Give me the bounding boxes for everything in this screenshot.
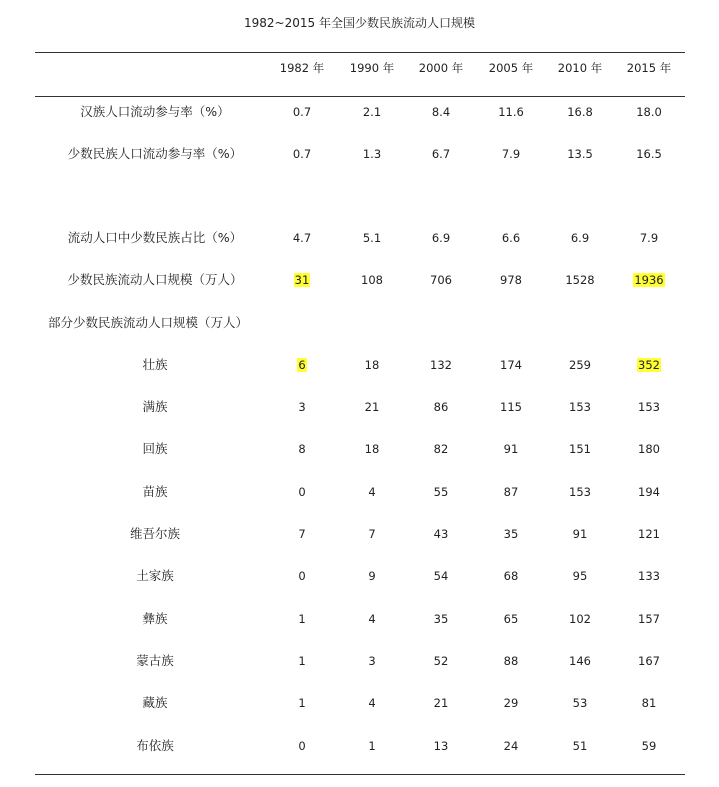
cell-value: 24 — [503, 739, 519, 753]
cell-value: 153 — [569, 400, 591, 414]
table-cell — [545, 566, 615, 586]
cell-value: 54 — [433, 569, 449, 583]
header-row — [0, 58, 719, 78]
cell-value: 16.8 — [567, 105, 593, 119]
table-cell — [476, 609, 546, 629]
table-cell — [406, 144, 476, 164]
cell-value: 153 — [638, 400, 660, 414]
table-cell — [337, 651, 407, 671]
cell-value: 91 — [572, 527, 588, 541]
table-cell — [406, 102, 476, 122]
table-row — [0, 482, 719, 502]
cell-value: 95 — [572, 569, 588, 583]
table-cell — [406, 270, 476, 290]
table-cell — [337, 439, 407, 459]
cell-value: 706 — [430, 273, 452, 287]
row-label: 壮族 — [142, 357, 168, 372]
table-cell — [545, 609, 615, 629]
cell-value: 29 — [503, 696, 519, 710]
cell-value: 1 — [298, 696, 306, 710]
cell-value: 6.9 — [431, 231, 451, 245]
table-cell — [614, 397, 684, 417]
cell-value: 68 — [503, 569, 519, 583]
table-cell — [545, 439, 615, 459]
table-cell — [476, 355, 546, 375]
cell-value: 4 — [368, 485, 376, 499]
cell-value: 167 — [638, 654, 660, 668]
table-cell — [267, 693, 337, 713]
row-label: 苗族 — [142, 484, 168, 499]
bottom-rule — [35, 774, 685, 775]
cell-value: 18 — [364, 358, 380, 372]
table-cell — [267, 651, 337, 671]
table-cell — [406, 355, 476, 375]
table-cell — [545, 693, 615, 713]
cell-value: 8 — [298, 442, 306, 456]
table-cell — [545, 651, 615, 671]
cell-value: 1 — [368, 739, 376, 753]
table-cell — [545, 102, 615, 122]
cell-value: 43 — [433, 527, 449, 541]
row-label: 维吾尔族 — [129, 526, 180, 541]
cell-value: 7.9 — [501, 147, 521, 161]
table-row — [0, 144, 719, 164]
table-cell — [614, 228, 684, 248]
table-row — [0, 397, 719, 417]
cell-value: 108 — [361, 273, 383, 287]
cell-value: 0.7 — [292, 147, 312, 161]
cell-value: 11.6 — [498, 105, 524, 119]
cell-value: 1 — [298, 612, 306, 626]
row-label: 藏族 — [142, 695, 168, 710]
table-cell — [267, 355, 337, 375]
cell-value: 6.9 — [570, 231, 590, 245]
table-cell — [476, 228, 546, 248]
table-cell — [614, 651, 684, 671]
table-cell — [406, 524, 476, 544]
table-cell — [614, 736, 684, 756]
table-cell — [476, 566, 546, 586]
cell-value: 87 — [503, 485, 519, 499]
cell-value: 174 — [500, 358, 522, 372]
cell-value: 13.5 — [567, 147, 593, 161]
table-row — [0, 355, 719, 375]
header-rule — [35, 96, 685, 97]
cell-value: 2.1 — [362, 105, 382, 119]
table-cell — [406, 566, 476, 586]
cell-value: 157 — [638, 612, 660, 626]
table-row — [0, 102, 719, 122]
table-cell — [267, 270, 337, 290]
cell-value: 86 — [433, 400, 449, 414]
table-cell — [614, 693, 684, 713]
cell-value: 21 — [364, 400, 380, 414]
table-cell — [476, 270, 546, 290]
cell-value: 115 — [500, 400, 522, 414]
table-cell — [476, 524, 546, 544]
cell-value: 7.9 — [639, 231, 659, 245]
table-cell — [476, 144, 546, 164]
table-cell — [337, 228, 407, 248]
cell-value: 7 — [298, 527, 306, 541]
cell-value: 133 — [638, 569, 660, 583]
table-cell — [337, 693, 407, 713]
cell-value: 7 — [368, 527, 376, 541]
table-cell — [337, 736, 407, 756]
table-row — [0, 736, 719, 756]
section-header-row — [0, 313, 719, 333]
cell-value: 59 — [641, 739, 657, 753]
table-cell — [476, 397, 546, 417]
cell-value: 194 — [638, 485, 660, 499]
table-cell — [545, 397, 615, 417]
table-cell — [406, 651, 476, 671]
row-label: 彝族 — [142, 611, 168, 626]
table-cell — [337, 524, 407, 544]
cell-value: 978 — [500, 273, 522, 287]
table-cell — [406, 736, 476, 756]
cell-value: 102 — [569, 612, 591, 626]
row-label: 蒙古族 — [136, 653, 174, 668]
cell-value: 5.1 — [362, 231, 382, 245]
cell-value: 3 — [368, 654, 376, 668]
top-rule — [35, 52, 685, 53]
cell-value: 3 — [298, 400, 306, 414]
cell-value: 13 — [433, 739, 449, 753]
table-cell — [614, 102, 684, 122]
table-cell — [267, 102, 337, 122]
table-cell — [614, 482, 684, 502]
row-label: 流动人口中少数民族占比（%） — [67, 230, 243, 245]
cell-value: 6.6 — [501, 231, 521, 245]
cell-value: 1.3 — [362, 147, 382, 161]
cell-value: 16.5 — [636, 147, 662, 161]
cell-value: 121 — [638, 527, 660, 541]
table-cell — [614, 566, 684, 586]
year-header: 1990 年 — [349, 61, 395, 75]
table-cell — [614, 144, 684, 164]
table-cell — [406, 397, 476, 417]
table-row — [0, 524, 719, 544]
section-label: 部分少数民族流动人口规模（万人） — [48, 315, 249, 330]
year-header: 2000 年 — [418, 61, 464, 75]
cell-value: 21 — [433, 696, 449, 710]
table-cell — [337, 482, 407, 502]
table-cell — [614, 609, 684, 629]
cell-value: 91 — [503, 442, 519, 456]
highlighted-value: 352 — [638, 358, 660, 372]
cell-value: 0 — [298, 569, 306, 583]
table-row — [0, 439, 719, 459]
table-cell — [267, 736, 337, 756]
cell-value: 153 — [569, 485, 591, 499]
table-cell — [614, 355, 684, 375]
highlighted-value: 6 — [298, 358, 306, 372]
table-cell — [406, 609, 476, 629]
table-row — [0, 651, 719, 671]
table-cell — [406, 693, 476, 713]
cell-value: 82 — [433, 442, 449, 456]
table-cell — [267, 439, 337, 459]
cell-value: 1 — [298, 654, 306, 668]
row-label: 回族 — [142, 441, 168, 456]
table-row — [0, 270, 719, 290]
table-cell — [337, 355, 407, 375]
highlighted-value: 1936 — [634, 273, 664, 287]
cell-value: 8.4 — [431, 105, 451, 119]
table-row — [0, 693, 719, 713]
year-header: 2005 年 — [488, 61, 534, 75]
table-cell — [476, 693, 546, 713]
table-cell — [406, 482, 476, 502]
cell-value: 35 — [503, 527, 519, 541]
cell-value: 151 — [569, 442, 591, 456]
cell-value: 53 — [572, 696, 588, 710]
table-title: 1982~2015 年全国少数民族流动人口规模 — [244, 16, 475, 30]
highlighted-value: 31 — [294, 273, 310, 287]
table-row — [0, 566, 719, 586]
table-cell — [267, 524, 337, 544]
row-label: 布依族 — [136, 738, 174, 753]
cell-value: 18.0 — [636, 105, 662, 119]
cell-value: 0 — [298, 739, 306, 753]
cell-value: 35 — [433, 612, 449, 626]
table-cell — [337, 144, 407, 164]
year-header: 2015 年 — [626, 61, 672, 75]
cell-value: 52 — [433, 654, 449, 668]
table-cell — [545, 482, 615, 502]
table-cell — [476, 736, 546, 756]
table-cell — [545, 228, 615, 248]
cell-value: 55 — [433, 485, 449, 499]
row-label: 少数民族人口流动参与率（%） — [67, 146, 243, 161]
cell-value: 4.7 — [292, 231, 312, 245]
table-cell — [545, 355, 615, 375]
table-cell — [267, 482, 337, 502]
year-header: 2010 年 — [557, 61, 603, 75]
cell-value: 180 — [638, 442, 660, 456]
cell-value: 51 — [572, 739, 588, 753]
table-cell — [614, 524, 684, 544]
table-cell — [476, 439, 546, 459]
table-cell — [337, 102, 407, 122]
table-cell — [267, 397, 337, 417]
cell-value: 259 — [569, 358, 591, 372]
cell-value: 0 — [298, 485, 306, 499]
cell-value: 0.7 — [292, 105, 312, 119]
row-label: 少数民族流动人口规模（万人） — [67, 272, 243, 287]
table-cell — [545, 524, 615, 544]
cell-value: 4 — [368, 696, 376, 710]
row-label: 汉族人口流动参与率（%） — [80, 104, 230, 119]
table-row — [0, 609, 719, 629]
table-cell — [545, 144, 615, 164]
table-cell — [614, 439, 684, 459]
table-cell — [545, 270, 615, 290]
table-cell — [337, 566, 407, 586]
table-cell — [267, 228, 337, 248]
cell-value: 4 — [368, 612, 376, 626]
table-cell — [337, 609, 407, 629]
cell-value: 146 — [569, 654, 591, 668]
cell-value: 1528 — [565, 273, 595, 287]
table-cell — [476, 102, 546, 122]
cell-value: 81 — [641, 696, 657, 710]
cell-value: 6.7 — [431, 147, 451, 161]
cell-value: 88 — [503, 654, 519, 668]
cell-value: 65 — [503, 612, 519, 626]
table-cell — [267, 566, 337, 586]
table-cell — [476, 482, 546, 502]
year-header: 1982 年 — [279, 61, 325, 75]
table-cell — [337, 397, 407, 417]
cell-value: 132 — [430, 358, 452, 372]
table-cell — [267, 609, 337, 629]
table-cell — [476, 651, 546, 671]
table-cell — [337, 270, 407, 290]
table-cell — [406, 228, 476, 248]
row-label: 土家族 — [136, 568, 174, 583]
table-cell — [406, 439, 476, 459]
cell-value: 9 — [368, 569, 376, 583]
table-cell — [267, 144, 337, 164]
table-cell — [545, 736, 615, 756]
table-cell — [614, 270, 684, 290]
row-label: 满族 — [142, 399, 168, 414]
cell-value: 18 — [364, 442, 380, 456]
table-row — [0, 228, 719, 248]
